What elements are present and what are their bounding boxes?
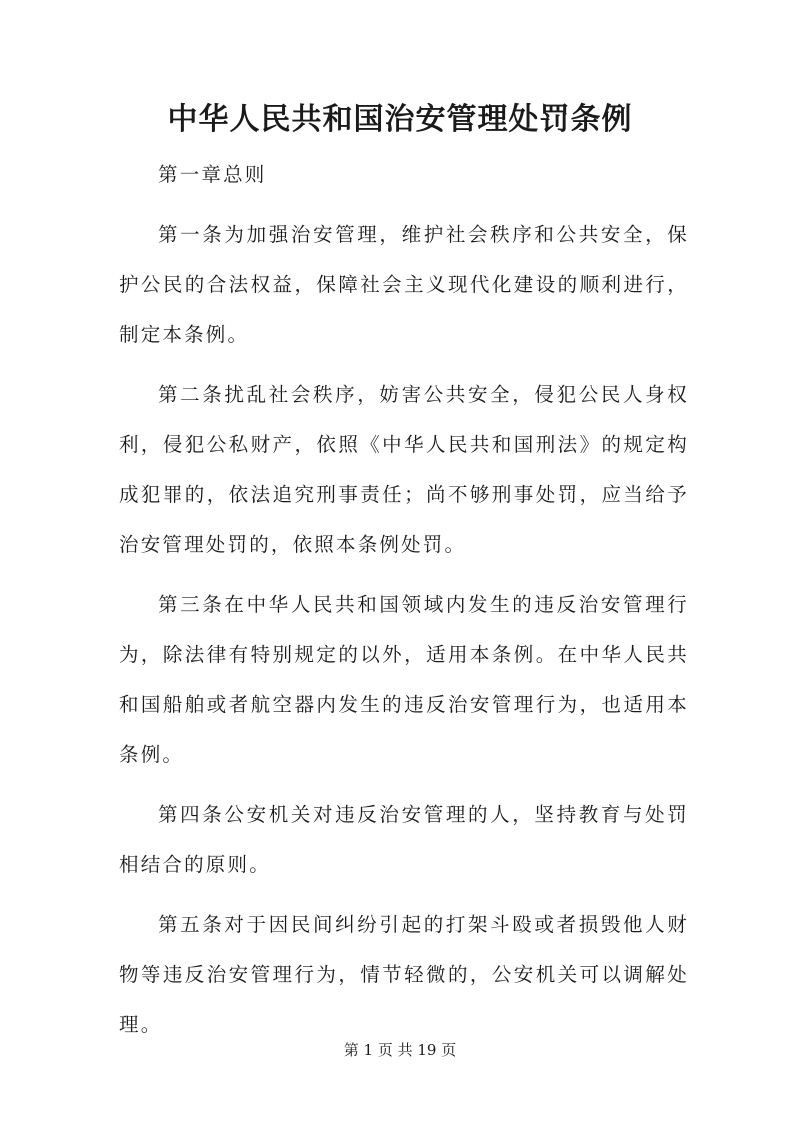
document-body — [119, 150, 689, 1060]
page-number-footer: 第 1 页 共 19 页 — [343, 1041, 457, 1059]
article-5: 第五条对于因民间纠纷引起的打架斗殴或者损毁他人财物等违反治安管理行为，情节轻微的，公安机关可以调解处理。 — [119, 913, 689, 1036]
article-4: 第四条公安机关对违反治安管理的人，坚持教育与处罚相结合的原则。 — [119, 803, 689, 876]
document-title: 中华人民共和国治安管理处罚条例 — [167, 102, 633, 137]
article-1: 第一条为加强治安管理，维护社会秩序和公共安全，保护公民的合法权益，保障社会主义现代化建设的顺利进行，制定本条例。 — [119, 223, 689, 346]
chapter-heading: 第一章总则 — [158, 163, 267, 186]
article-2: 第二条扰乱社会秩序，妨害公共安全，侵犯公民人身权利，侵犯公私财产，依照《中华人民共和国刑法》的规定构成犯罪的，依法追究刑事责任；尚不够刑事处罚，应当给予治安管理处罚的，依照本条例处罚。 — [119, 383, 689, 556]
article-3: 第三条在中华人民共和国领域内发生的违反治安管理行为，除法律有特别规定的以外，适用本条例。在中华人民共和国船舶或者航空器内发生的违反治安管理行为，也适用本条例。 — [119, 593, 689, 766]
